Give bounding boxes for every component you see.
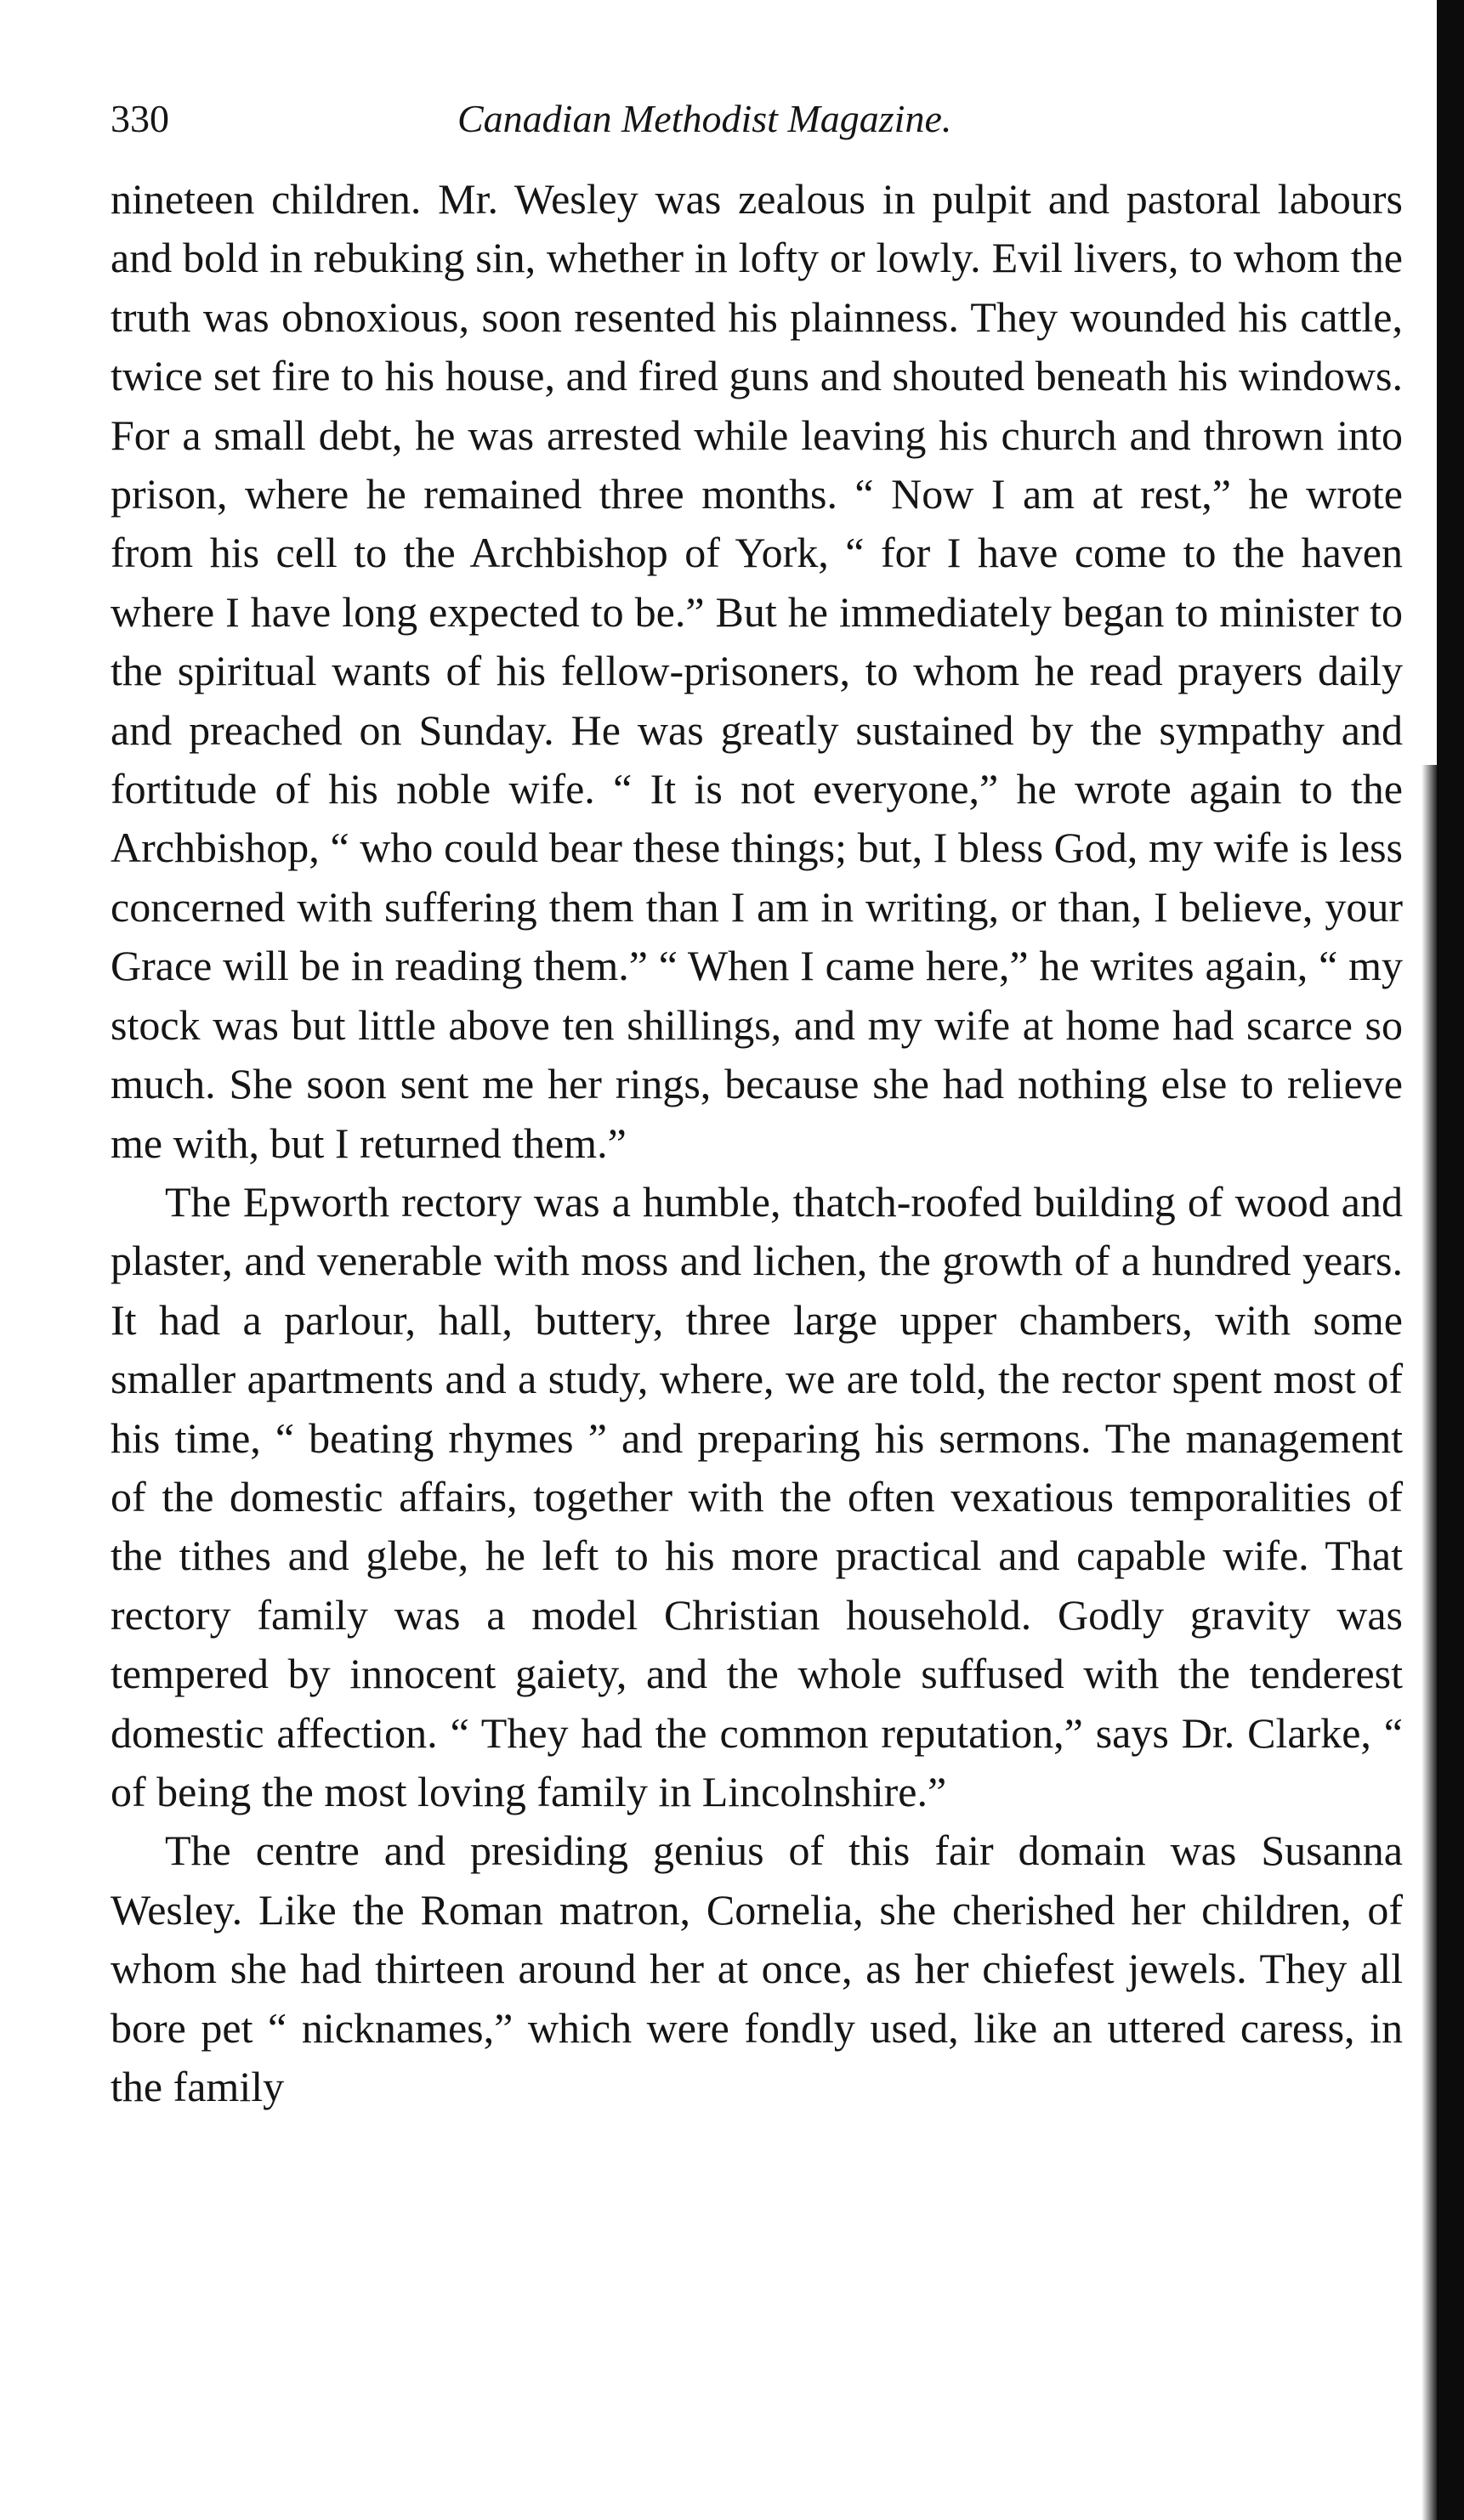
running-title: Canadian Methodist Magazine. bbox=[457, 97, 952, 140]
paragraph-3: The centre and presiding genius of this fair domain was Susanna Wesley. Like the Roman matron, Cornelia, she cherished her children, of whom she had thirteen around her at once, as her chiefest jewels. They all bore pet “ nicknames,” which were fondly used, like an uttered caress, in the family bbox=[111, 1826, 1403, 2110]
scan-edge-bar bbox=[1437, 0, 1464, 2520]
binding-shadow bbox=[1421, 765, 1437, 2520]
paragraph-2: The Epworth rectory was a humble, thatch-roofed building of wood and plaster, and venerable with moss and lichen, the growth of a hundred years. It had a parlour, hall, buttery, three large upper chambers, with some smaller apartments and a study, where, we are told, the rector spent most of his time, “ beating rhymes ” and preparing his sermons. The management of the domestic affairs, together with the often vexatious temporalities of the tithes and glebe, he left to his more practical and capable wife. That rectory family was a model Christian household. Godly gravity was tempered by innocent gaiety, and the whole suffused with the tenderest domestic affection. “ They had the common reputation,” says Dr. Clarke, “ of being the most loving family in Lincolnshire.” bbox=[111, 1177, 1403, 1815]
paragraph-1: nineteen children. Mr. Wesley was zealous in pulpit and pastoral labours and bold in rebuking sin, whether in lofty or lowly. Evil livers, to whom the truth was obnoxious, soon resented his plainness. They wounded his cattle, twice set fire to his house, and fired guns and shouted beneath his windows. For a small debt, he was arrested while leaving his church and thrown into prison, where he remained three months. “ Now I am at rest,” he wrote from his cell to the Archbishop of York, “ for I have come to the haven where I have long expected to be.” But he immediately began to minister to the spiritual wants of his fellow-prisoners, to whom he read prayers daily and preached on Sunday. He was greatly sustained by the sympathy and fortitude of his noble wife. “ It is not everyone,” he wrote again to the Archbishop, “ who could bear these things; but, I bless God, my wife is less concerned with suffering them than I am in writing, or than, I believe, your Grace will be in reading them.” “ When I came here,” he writes again, “ my stock was but little above ten shillings, and my wife at home had scarce so much. She soon sent me her rings, because she had nothing else to relieve me with, but I returned them.” bbox=[111, 175, 1403, 1167]
page-number: 330 bbox=[111, 97, 169, 140]
page-header bbox=[111, 85, 1386, 153]
body-text bbox=[111, 170, 1403, 2116]
